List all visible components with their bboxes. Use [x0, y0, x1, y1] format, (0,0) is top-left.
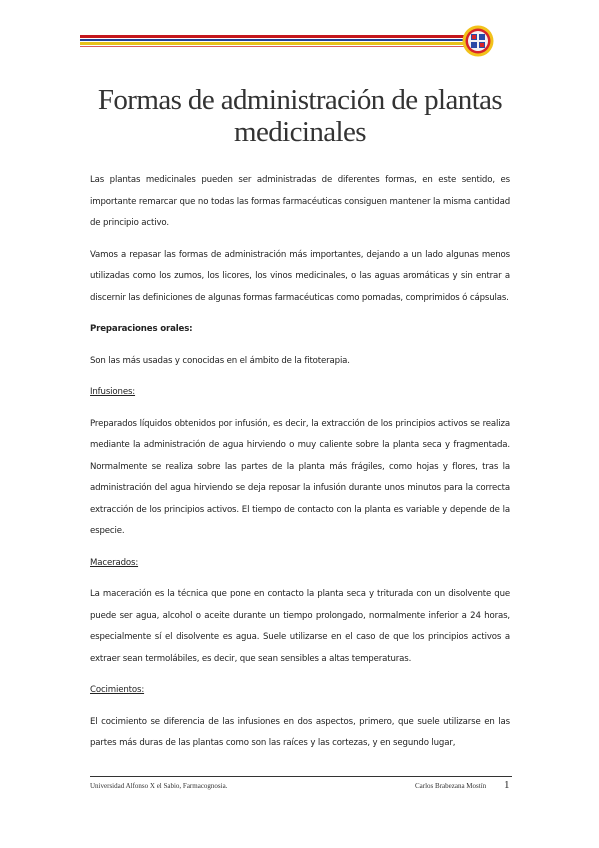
header-rule-thin — [80, 46, 480, 47]
footer-institution: Universidad Alfonso X el Sabio, Farmacognosia. — [90, 782, 228, 790]
footer-divider — [90, 776, 512, 777]
section-heading-oral: Preparaciones orales: — [90, 324, 193, 334]
section-heading-infusiones: Infusiones: — [90, 387, 136, 397]
document-body — [90, 170, 510, 765]
section-text-cocimientos: El cocimiento se diferencia de las infusiones en dos aspectos, primero, que suele utilizarse en las partes más duras de las plantas como son las raíces y las cortezas, y en segundo lugar, — [90, 716, 510, 748]
section-heading-cocimientos: Cocimientos: — [90, 685, 145, 695]
page-number: 1 — [504, 779, 510, 791]
university-seal-icon — [462, 25, 494, 57]
document-title: Formas de administración de plantas medicinales — [97, 84, 503, 148]
header-rule-gold — [80, 42, 480, 45]
section-heading-macerados: Macerados: — [90, 557, 139, 568]
intro-paragraph-1: Las plantas medicinales pueden ser administradas de diferentes formas, en este sentido, es importante remarcar que no todas las formas farmacéuticas consiguen mantener la misma cantidad de principio activo. — [90, 175, 510, 228]
footer-author: Carlos Brabezana Mostín — [415, 782, 487, 790]
section-text-infusiones: Preparados líquidos obtenidos por infusión, es decir, la extracción de los principios activos se realiza mediante la administración de agua hirviendo o muy caliente sobre la planta seca y fragmentada. Normalmente se realiza sobre las partes de la planta más frágiles, como hojas y flores, tras la administración del agua hirviendo se deja reposar la infusión durante unos minutos para la correcta extracción de los principios activos. El tiempo de contacto con la planta es variable y depende de la especie. — [90, 418, 510, 536]
intro-paragraph-2: Vamos a repasar las formas de administración más importantes, dejando a un lado algunas menos utilizadas como los zumos, los licores, los vinos medicinales, o las aguas aromáticas y sin entrar a discernir las definiciones de algunas formas farmacéuticas como pomadas, comprimidos ó cápsulas. — [90, 249, 510, 303]
header-rule-red — [80, 35, 480, 38]
section-text-macerados: La maceración es la técnica que pone en contacto la planta seca y triturada con un disolvente que puede ser agua, alcohol o aceite durante un tiempo prolongado, normalmente inferior a 24 horas, especialmente sí el disolvente es agua. Suele utilizarse en el caso de que los principios activos a extraer sean termolábiles, es decir, que sean sensibles a altas temperaturas. — [90, 589, 510, 664]
header-rule-blue — [80, 39, 480, 41]
section-text-oral: Son las más usadas y conocidas en el ámbito de la fitoterapia. — [90, 355, 350, 366]
